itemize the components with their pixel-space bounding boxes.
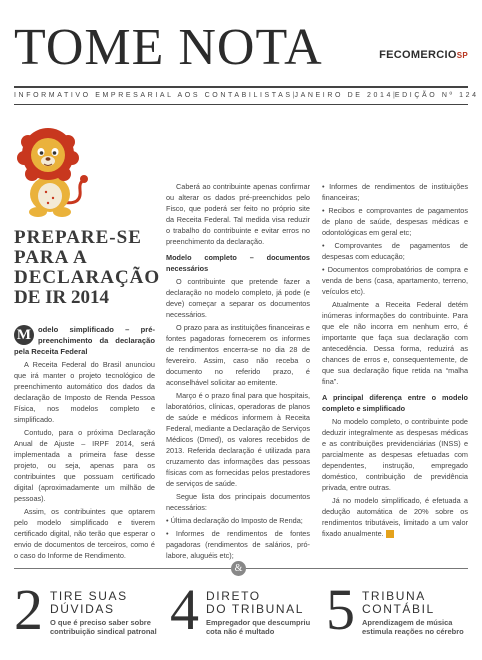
paragraph: Atualmente a Receita Federal detém inúmeras informações do contribuinte. Para que ele não incorra em nenhum erro, é importante que faça sua declaração com antecedência. Dessa forma, reduzirá as chances de erros e, consequentemente, de que sua declaração fique retida na “malha fina”. (322, 300, 468, 386)
logo-text: FECOMERCIO (379, 49, 457, 61)
teaser-page-5[interactable] (326, 577, 472, 646)
paragraph: A Receita Federal do Brasil anunciou que irá manter o projeto tecnológico de preenchimento automático dos dados da declaração de Imposto de Renda Pessoa Física, nos modelos completo e simplificado. (14, 360, 155, 424)
teaser-desc-line: Empregador que descumpriu (206, 618, 311, 627)
ampersand-icon: & (231, 561, 246, 576)
list-item: • Última declaração do Imposto de Renda; (166, 516, 303, 525)
teaser-desc-line: O que é preciso saber sobre (50, 618, 151, 627)
teaser-title-line: DIRETO (206, 589, 261, 603)
masthead-rule-top (14, 86, 468, 88)
article-headline (14, 227, 161, 308)
article-column-2 (166, 181, 310, 563)
teaser-page-number: 2 (14, 577, 43, 642)
masthead-subtitle (14, 92, 479, 99)
paragraph: Caberá ao contribuinte apenas confirmar ou alterar os dados pré-preenchidos pelo Fisco, que poderá ser feito no próprio site da Receita Federal. Tal medida visa reduzir o trabalho do contribuinte e evitar erros no preenchimento da declaração. (166, 182, 310, 246)
paragraph: Assim, os contribuintes que optarem pelo modelo simplificado e tiverem certificado digital, não terão que esperar o envio de documentos de terceiros, como é o caso do Informe de Rendimento. (14, 507, 155, 560)
paragraph (322, 495, 468, 539)
paragraph: Contudo, para o próxima Declaração Anual de Ajuste – IRPF 2014, será implementada a primeira fase desse projeto, ou seja, apenas para os contribuintes que possuam certificado digital (aproximadamente um milhão de pessoas). (14, 428, 155, 503)
teaser-description (50, 618, 157, 636)
teaser-desc-line: estimula reações no cérebro (362, 627, 464, 636)
article-lead (14, 324, 155, 357)
lead-text: odelo simplificado – pré-preenchimento da declaração pela Receita Federal (14, 325, 155, 356)
separator: | (292, 92, 295, 99)
teaser-page-2[interactable] (14, 577, 162, 646)
teaser-desc-line: contribuição sindical patronal (50, 627, 157, 636)
list-item: • Comprovantes de pagamentos de despesas com educação; (322, 241, 468, 261)
fecomercio-logo (379, 49, 468, 61)
paragraph-text: Já no modelo simplificado, é efetuada a dedução automática de 20% sobre os rendimentos tributáveis, limitado a um valor fixado anualmente. (322, 496, 468, 538)
teaser-page-number: 5 (326, 577, 355, 642)
headline-line: PARA A (14, 247, 88, 268)
masthead-edition: EDIÇÃO Nº 124 (394, 92, 479, 99)
paragraph: Segue lista dos principais documentos necessários: (166, 492, 310, 512)
separator: | (393, 92, 395, 99)
newsletter-title: TOME NOTA (14, 19, 323, 76)
list-item: • Documentos comprobatórios de compra e venda de bens (casa, apartamento, terreno, veículos etc). (322, 265, 468, 296)
section-subhead: A principal diferença entre o modelo completo e simplificado (322, 393, 468, 413)
teaser-title (206, 590, 304, 616)
teaser-title-line: TRIBUNA (362, 589, 426, 603)
paragraph: O prazo para as instituições financeiras e fontes pagadoras fornecerem os informes de rendimentos encerra-se no dia 28 de fevereiro. Assim, caso não receba o documento no referido prazo, é aconselhável solicitar ao emitente. (166, 323, 310, 387)
headline-line: PREPARE-SE (14, 227, 142, 248)
dropcap: M (14, 325, 34, 345)
teaser-desc-line: Aprendizagem de música (362, 618, 453, 627)
teaser-title-line: DO TRIBUNAL (206, 602, 305, 616)
end-mark-icon: E (386, 530, 394, 538)
teaser-page-4[interactable] (170, 577, 318, 646)
list-item: • Informes de rendimentos de instituições financeiras; (322, 182, 468, 202)
lion-mascot-icon (10, 124, 90, 220)
article-column-3 (322, 181, 468, 541)
masthead-date: JANEIRO DE 2014 (294, 92, 394, 99)
article-column-1 (14, 324, 155, 563)
teaser-desc-line: cota não é multado (206, 627, 275, 636)
teaser-page-number: 4 (170, 577, 199, 642)
headline-line: DECLARAÇÃO (14, 267, 161, 288)
teaser-description (362, 618, 464, 636)
teaser-title-line: DÚVIDAS (50, 602, 115, 616)
logo-sp: SP (456, 51, 468, 60)
masthead-rule-bottom (14, 104, 468, 105)
list-item: • Recibos e comprovantes de pagamentos de plano de saúde, despesas médicas e odontológicas em geral etc; (322, 206, 468, 237)
teaser-title-line: TIRE SUAS (50, 589, 128, 603)
masthead-tagline: INFORMATIVO EMPRESARIAL AOS CONTABILISTAS (14, 92, 293, 99)
teaser-title-line: CONTÁBIL (362, 602, 435, 616)
paragraph: O contribuinte que pretende fazer a declaração no modelo completo, já pode (e deve) começar a separar os documentos necessários. (166, 277, 310, 319)
paragraph: No modelo completo, o contribuinte pode deduzir integralmente as despesas médicas e as contribuições previdenciárias (INSS) e parcialmente as despesas efetuadas com dependentes, instrução, empregado doméstico, contribuição de previdência privada, entre outras. (322, 417, 468, 492)
teaser-description (206, 618, 310, 636)
paragraph: Março é o prazo final para que hospitais, laboratórios, clínicas, operadoras de planos de saúde e médicos informem à Receita Federal, mediante a Declaração de Serviços Médicos (Dmed), os valores recebidos de 2013. Referida declaração é utilizada para cruzamento das informações das pessoas físicas com as fornecidas pelos prestadores de serviços de saúde. (166, 391, 310, 488)
headline-line: DE IR 2014 (14, 287, 110, 308)
list-item: • Informes de rendimentos de fontes pagadoras (rendimentos de salários, pró-labore, aluguéis etc); (166, 529, 310, 560)
teaser-title (50, 590, 128, 616)
section-subhead: Modelo completo – documentos necessários (166, 253, 310, 273)
teaser-title (362, 590, 435, 616)
